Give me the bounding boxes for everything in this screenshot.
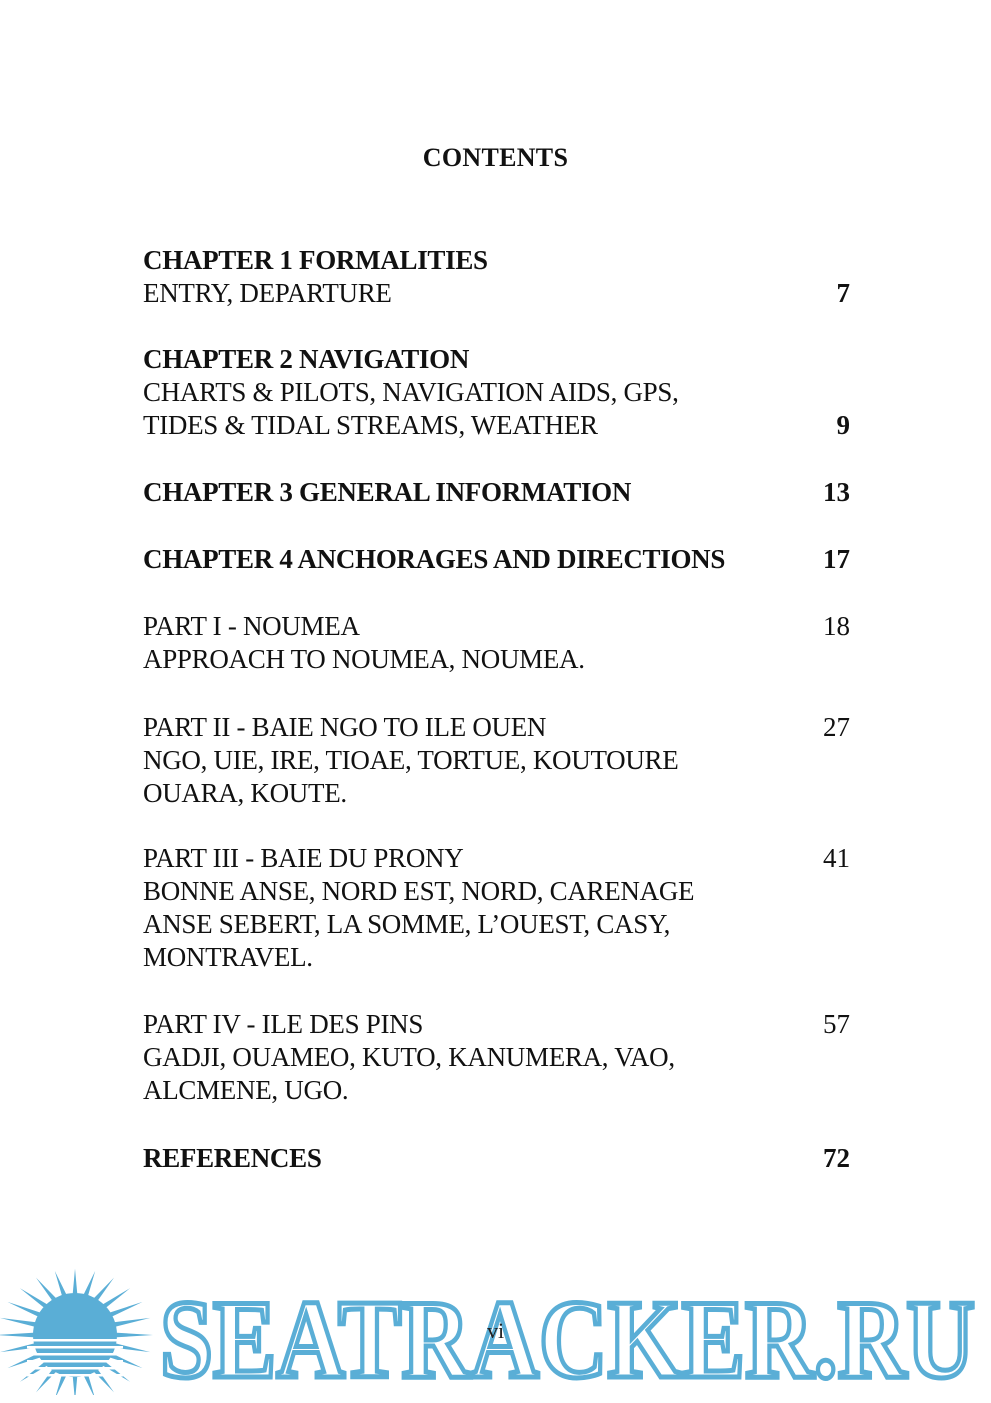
toc-subline: BONNE ANSE, NORD EST, NORD, CARENAGE [143,876,695,906]
toc-subline: ALCMENE, UGO. [143,1075,349,1105]
toc-page-number: 57 [823,1009,850,1039]
toc-heading: PART IV - ILE DES PINS [143,1009,424,1039]
toc-page-number: 9 [836,410,850,440]
toc-page-number: 41 [823,843,850,873]
toc-subline: OUARA, KOUTE. [143,778,347,808]
toc-page-number: 72 [823,1143,850,1173]
toc-heading: CHAPTER 3 GENERAL INFORMATION [143,477,632,507]
toc-heading: PART II - BAIE NGO TO ILE OUEN [143,712,547,742]
toc-heading: CHAPTER 1 FORMALITIES [143,245,488,275]
toc-page-number: 13 [823,477,850,507]
toc-subline: NGO, UIE, IRE, TIOAE, TORTUE, KOUTOURE [143,745,679,775]
toc-subline: ANSE SEBERT, LA SOMME, L’OUEST, CASY, [143,909,671,939]
toc-subline: MONTRAVEL. [143,942,313,972]
toc-page-number: 18 [823,611,850,641]
toc-heading: CHAPTER 4 ANCHORAGES AND DIRECTIONS [143,544,726,574]
toc-page-number: 7 [836,278,850,308]
page-number: vi [486,1318,505,1343]
toc-subline: APPROACH TO NOUMEA, NOUMEA. [143,644,585,674]
toc-subline: CHARTS & PILOTS, NAVIGATION AIDS, GPS, [143,377,679,407]
toc-subline: GADJI, OUAMEO, KUTO, KANUMERA, VAO, [143,1042,675,1072]
toc-page-number: 17 [823,544,850,574]
page-title: CONTENTS [422,143,569,172]
watermark-text: SEATRACKER.RU [160,1278,975,1395]
toc-heading: REFERENCES [143,1143,322,1173]
toc-page-number: 27 [823,712,850,742]
toc-heading: PART III - BAIE DU PRONY [143,843,464,873]
toc-subline: ENTRY, DEPARTURE [143,278,392,308]
toc-heading: PART I - NOUMEA [143,611,360,641]
toc-subline: TIDES & TIDAL STREAMS, WEATHER [143,410,598,440]
toc-heading: CHAPTER 2 NAVIGATION [143,344,470,374]
